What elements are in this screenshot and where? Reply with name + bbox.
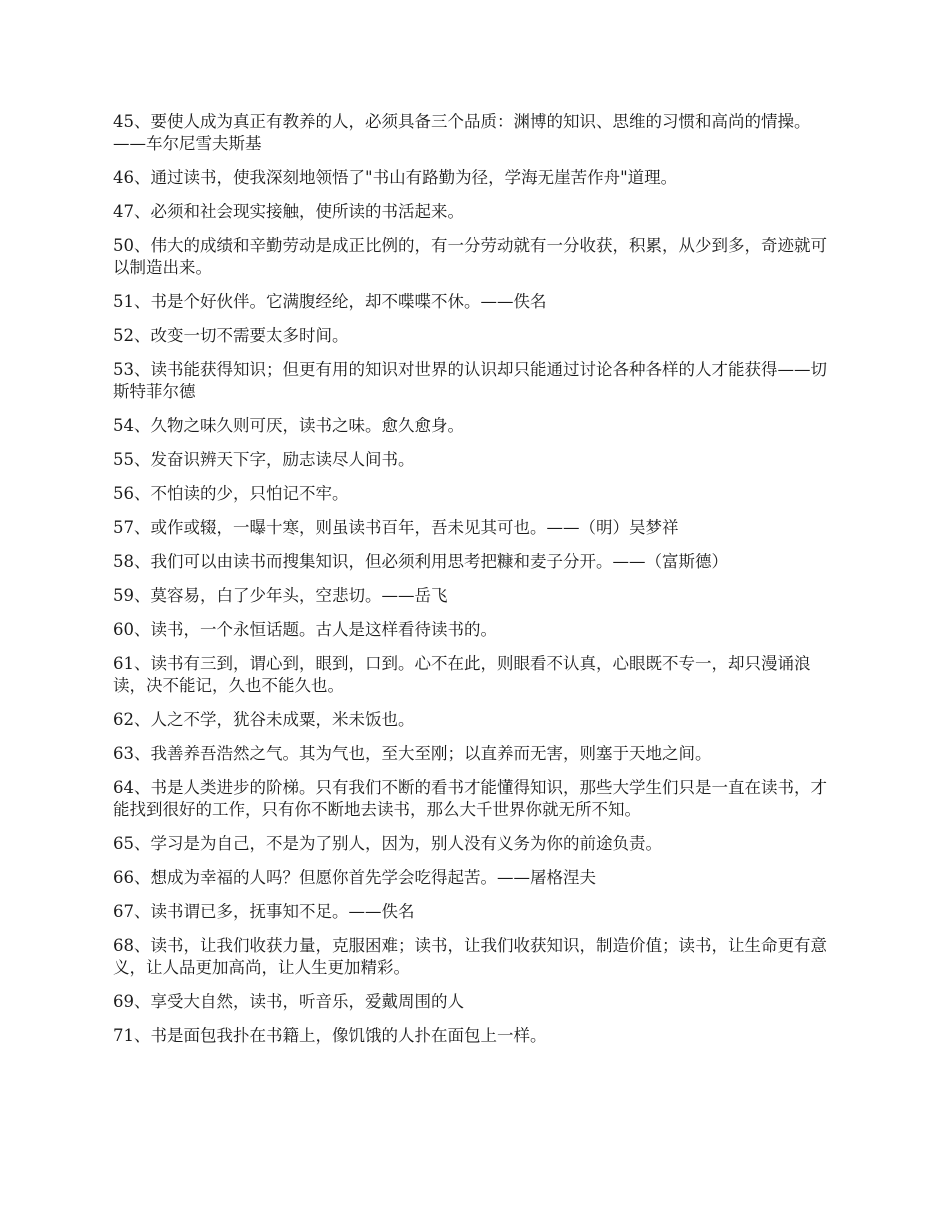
quote-54: 54、久物之味久则可厌，读书之味。愈久愈身。: [113, 416, 464, 435]
quote-50: 50、伟大的成绩和辛勤劳动是成正比例的，有一分劳动就有一分收获，积累，从少到多，奇迹就可以制造出来。: [113, 236, 827, 277]
quote-61: 61、读书有三到，谓心到，眼到，口到。心不在此，则眼看不认真，心眼既不专一，却只漫诵浪读，决不能记，久也不能久也。: [113, 654, 811, 695]
quote-67: 67、读书谓已多，抚事知不足。——佚名: [113, 902, 415, 921]
quote-list: [113, 111, 833, 1059]
quote-66: 66、想成为幸福的人吗？但愿你首先学会吃得起苦。——屠格涅夫: [113, 868, 596, 887]
quote-71: 71、书是面包我扑在书籍上，像饥饿的人扑在面包上一样。: [113, 1026, 547, 1045]
quote-64: 64、书是人类进步的阶梯。只有我们不断的看书才能懂得知识，那些大学生们只是一直在读书，才能找到很好的工作，只有你不断地去读书，那么大千世界你就无所不知。: [113, 778, 827, 819]
quote-68: 68、读书，让我们收获力量，克服困难；读书，让我们收获知识，制造价值；读书，让生命更有意义，让人品更加高尚，让人生更加精彩。: [113, 936, 827, 977]
quote-46: 46、通过读书，使我深刻地领悟了"书山有路勤为径，学海无崖苦作舟"道理。: [113, 168, 678, 187]
quote-63: 63、我善养吾浩然之气。其为气也，至大至刚；以直养而无害，则塞于天地之间。: [113, 744, 712, 763]
quote-60: 60、读书，一个永恒话题。古人是这样看待读书的。: [113, 620, 497, 639]
quote-53: 53、读书能获得知识；但更有用的知识对世界的认识却只能通过讨论各种各样的人才能获得——切斯特菲尔德: [113, 360, 827, 401]
quote-47: 47、必须和社会现实接触，使所读的书活起来。: [113, 202, 464, 221]
quote-69: 69、享受大自然，读书，听音乐，爱戴周围的人: [113, 992, 464, 1011]
quote-56: 56、不怕读的少，只怕记不牢。: [113, 484, 349, 503]
quote-51: 51、书是个好伙伴。它满腹经纶，却不喋喋不休。——佚名: [113, 292, 547, 311]
quote-62: 62、人之不学，犹谷未成粟，米未饭也。: [113, 710, 415, 729]
quote-65: 65、学习是为自己，不是为了别人，因为，别人没有义务为你的前途负责。: [113, 834, 662, 853]
quote-45: 45、要使人成为真正有教养的人，必须具备三个品质：渊博的知识、思维的习惯和高尚的情操。——车尔尼雪夫斯基: [113, 112, 811, 153]
quote-59: 59、莫容易，白了少年头，空悲切。——岳飞: [113, 586, 448, 605]
quote-52: 52、改变一切不需要太多时间。: [113, 326, 349, 345]
quote-58: 58、我们可以由读书而搜集知识，但必须利用思考把糠和麦子分开。——（富斯德）: [113, 552, 728, 571]
quote-57: 57、或作或辍，一曝十寒，则虽读书百年，吾未见其可也。——（明）吴梦祥: [113, 518, 679, 537]
quote-55: 55、发奋识辨天下字，励志读尽人间书。: [113, 450, 415, 469]
